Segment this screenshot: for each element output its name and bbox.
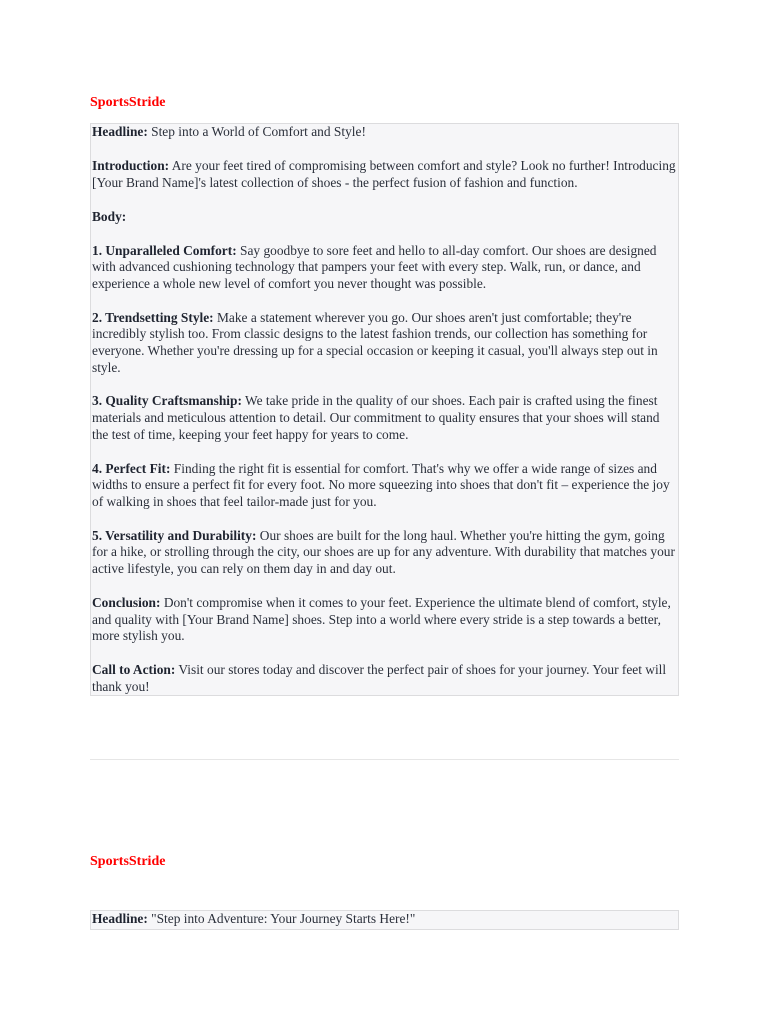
- brand-name: SportsStride: [90, 95, 166, 110]
- paragraph-label: 3. Quality Craftsmanship:: [92, 393, 242, 409]
- fit-paragraph: [92, 461, 676, 511]
- paragraph-label: Call to Action:: [92, 662, 176, 678]
- versatility-paragraph: [92, 528, 676, 578]
- paragraph-label: 5. Versatility and Durability:: [92, 527, 257, 543]
- paragraph-label: Headline:: [92, 911, 148, 926]
- body-heading: [92, 209, 676, 226]
- paragraph-text: Don't compromise when it comes to your feet. Experience the ultimate blend of comfort, style, and quality with [Your Brand Name] shoes. Step into a world where every stride is a step towards a better, more stylish you.: [92, 595, 671, 644]
- paragraph-text: Say goodbye to sore feet and hello to all-day comfort. Our shoes are designed with advanced cushioning technology that pampers your feet with every step. Walk, run, or dance, and experience a whole new level of comfort you never thought was possible.: [92, 242, 657, 291]
- paragraph-text: Make a statement wherever you go. Our shoes aren't just comfortable; they're incredibly stylish too. From classic designs to the latest fashion trends, our collection has something for everyone. Whether you're dressing up for a special occasion or keeping it casual, you'll always step out in style.: [92, 309, 658, 375]
- ad-copy-section-2: [90, 853, 679, 871]
- style-paragraph: [92, 310, 676, 376]
- paragraph-label: Headline:: [92, 124, 148, 139]
- paragraph-text: Finding the right fit is essential for comfort. That's why we offer a wide range of sizes and widths to ensure a perfect fit for every foot. No more squeezing into shoes that don't fit – experience the joy of walking in shoes that feel tailor-made just for you.: [92, 460, 670, 509]
- paragraph-text: Step into a World of Comfort and Style!: [147, 124, 366, 139]
- ad-copy-box-2: [90, 910, 679, 930]
- paragraph-text: "Step into Adventure: Your Journey Starts Here!": [147, 911, 416, 926]
- section-divider: [90, 759, 679, 760]
- ad-copy-box-1: [90, 123, 679, 696]
- paragraph-text: Are your feet tired of compromising between comfort and style? Look no further! Introducing [Your Brand Name]'s latest collection of shoes - the perfect fusion of fashion and function.: [92, 157, 676, 190]
- paragraph-text: Visit our stores today and discover the perfect pair of shoes for your journey. Your feet will thank you!: [92, 662, 667, 694]
- paragraph-label: Introduction:: [92, 157, 170, 173]
- paragraph-label: Body:: [92, 208, 127, 224]
- craftsmanship-paragraph: [92, 393, 676, 443]
- paragraph-label: Conclusion:: [92, 595, 161, 610]
- conclusion-paragraph: [92, 595, 676, 645]
- brand-name: SportsStride: [90, 854, 166, 869]
- ad-copy-section-1: [90, 94, 679, 112]
- call-to-action-paragraph: [92, 662, 676, 695]
- introduction-paragraph: [92, 158, 676, 191]
- paragraph-label: 4. Perfect Fit:: [92, 460, 171, 476]
- paragraph-label: 1. Unparalleled Comfort:: [92, 242, 237, 258]
- headline-paragraph: [92, 124, 676, 141]
- paragraph-text: Our shoes are built for the long haul. Whether you're hitting the gym, going for a hike, or strolling through the city, our shoes are up for any adventure. With durability that matches your active lifestyle, you can rely on them day in and day out.: [92, 527, 675, 577]
- comfort-paragraph: [92, 243, 676, 293]
- paragraph-text: We take pride in the quality of our shoes. Each pair is crafted using the finest materials and meticulous attention to detail. Our commitment to quality ensures that your shoes will stand the test of time, keeping your feet happy for years to come.: [92, 393, 660, 442]
- paragraph-label: 2. Trendsetting Style:: [92, 309, 214, 325]
- headline-paragraph: [92, 911, 676, 928]
